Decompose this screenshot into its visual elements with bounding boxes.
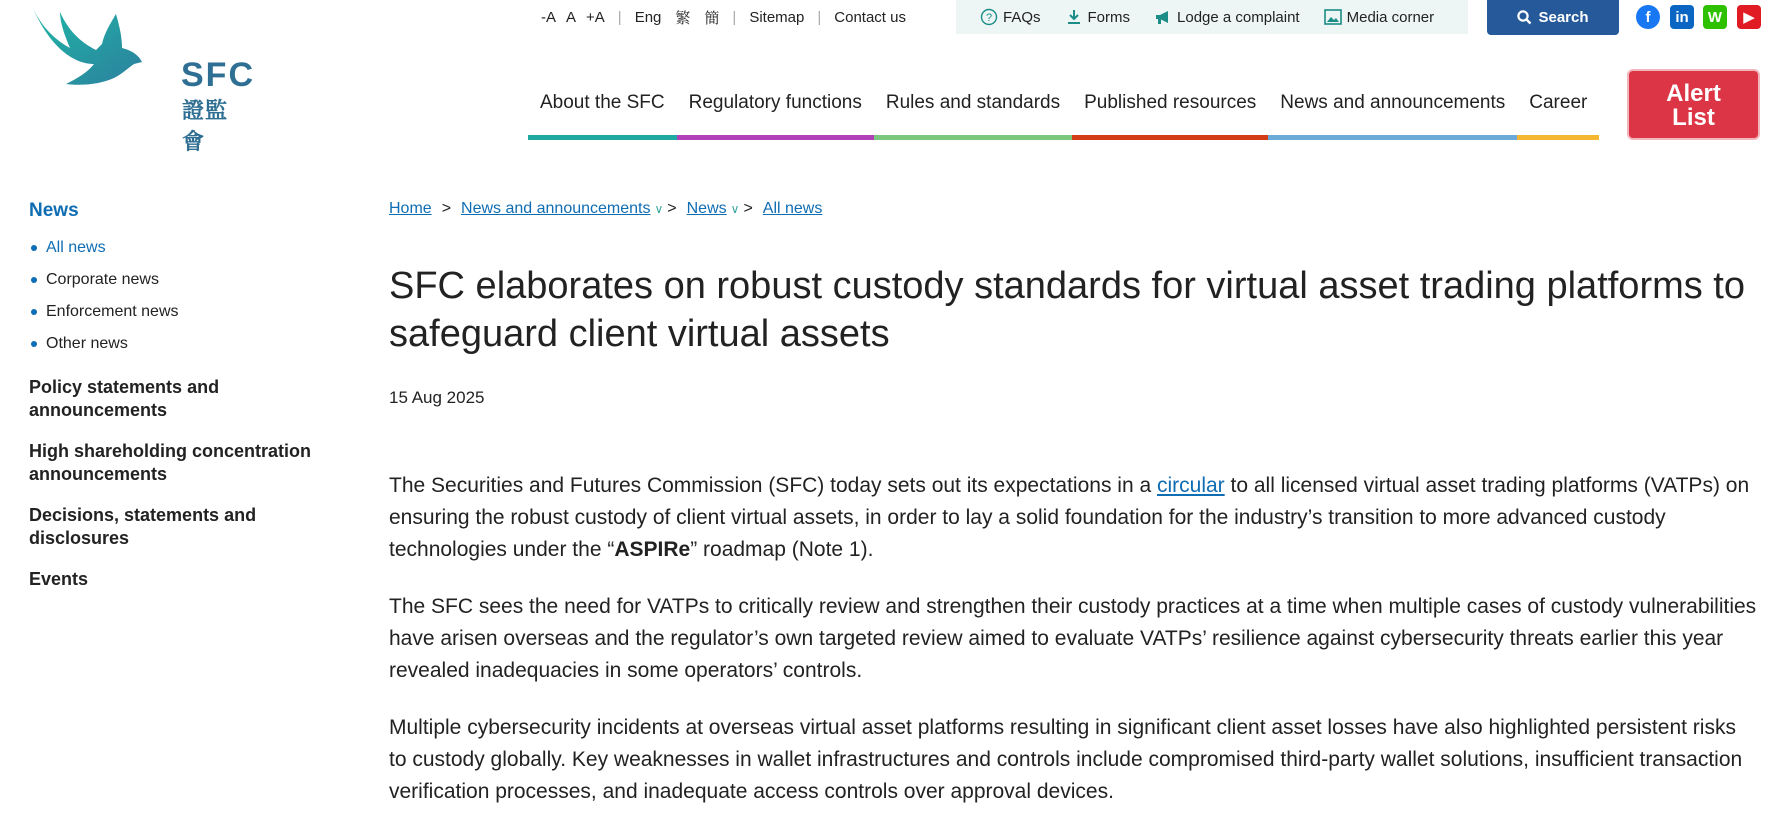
svg-text:?: ? (985, 12, 993, 24)
linkedin-icon[interactable]: in (1670, 5, 1694, 29)
sidebar (29, 200, 329, 609)
nav-label: About the SFC (540, 92, 665, 113)
faqs-link[interactable] (980, 8, 1041, 26)
sidebar-item-policy-statements[interactable]: Policy statements and announcements (29, 377, 220, 420)
divider: | (817, 8, 822, 26)
nav-label: Regulatory functions (688, 92, 862, 113)
lodge-complaint-label: Lodge a complaint (1177, 8, 1300, 26)
nav-label: Published resources (1084, 92, 1257, 113)
sidebar-item-corporate-news[interactable] (29, 264, 329, 296)
sidebar-item-label: All news (46, 239, 106, 256)
quick-links-bar (956, 0, 1468, 34)
nav-about-the-sfc[interactable] (528, 84, 677, 140)
breadcrumb-all-news-link[interactable]: All news (762, 200, 823, 217)
article-title: SFC elaborates on robust custody standards for virtual asset trading platforms to safeguard client virtual assets (389, 265, 1745, 355)
wechat-icon[interactable]: W (1703, 5, 1727, 29)
eagle-logo-icon (30, 4, 170, 94)
article-paragraph-3: Multiple cybersecurity incidents at overseas virtual asset platforms resulting in significant client asset losses have also highlighted persistent risks to custody globally. Key weaknesses in wallet infrastructures and controls include compromised third-party wallet solutions, insufficient transaction verification processes, and inadequate access controls over approval devices. (389, 716, 1743, 803)
sfc-logo[interactable] (30, 4, 255, 155)
search-label: Search (1538, 9, 1589, 26)
breadcrumb (389, 200, 822, 218)
article-paragraph-2: The SFC sees the need for VATPs to critically review and strengthen their custody practices at a time when multiple cases of custody vulnerabilities have arisen overseas and the regulator’s own targeted review aimed to evaluate VATPs’ resilience against cybersecurity threats earlier this year revealed inadequacies in some operators’ controls. (389, 595, 1757, 682)
youtube-icon[interactable]: ▶ (1737, 5, 1761, 29)
nav-published-resources[interactable] (1072, 84, 1268, 140)
nav-color-bar (1072, 135, 1268, 140)
nav-career[interactable] (1517, 84, 1599, 140)
contact-us-link[interactable]: Contact us (834, 8, 906, 26)
breadcrumb-separator: > (441, 200, 452, 217)
lang-simplified-chinese-link[interactable]: 簡 (704, 9, 720, 27)
media-corner-link[interactable] (1324, 8, 1435, 26)
sidebar-item-high-shareholding[interactable]: High shareholding concentration announcements (29, 441, 312, 484)
sidebar-item-label: Corporate news (46, 271, 159, 288)
font-normal-button[interactable]: A (566, 8, 577, 26)
nav-label: Career (1529, 92, 1588, 113)
forms-link[interactable] (1065, 8, 1131, 26)
logo-text-en: SFC (181, 56, 255, 94)
font-decrease-button[interactable]: -A (541, 8, 556, 26)
faqs-label: FAQs (1003, 8, 1041, 26)
breadcrumb-news-link[interactable]: News (686, 200, 727, 217)
nav-news-and-announcements[interactable] (1268, 84, 1517, 140)
main-nav (528, 84, 1599, 140)
search-button[interactable] (1487, 0, 1619, 35)
nav-color-bar (1268, 135, 1517, 140)
question-circle-icon (980, 8, 998, 26)
bullet-icon (31, 277, 37, 283)
search-icon (1517, 10, 1532, 25)
nav-color-bar (874, 135, 1072, 140)
sidebar-sublist (29, 232, 329, 360)
bullet-icon (31, 245, 37, 251)
nav-rules-and-standards[interactable] (874, 84, 1072, 140)
circular-link[interactable]: circular (1157, 474, 1225, 497)
alert-list-button[interactable] (1627, 69, 1760, 140)
bullet-icon (31, 309, 37, 315)
nav-color-bar (1517, 135, 1599, 140)
article-date: 15 Aug 2025 (389, 388, 485, 407)
nav-color-bar (677, 135, 874, 140)
image-icon (1324, 8, 1342, 26)
article-body (389, 470, 1759, 817)
nav-label: Rules and standards (885, 92, 1061, 113)
bullet-icon (31, 341, 37, 347)
font-increase-button[interactable]: +A (586, 8, 605, 26)
facebook-icon[interactable]: f (1636, 5, 1660, 29)
megaphone-icon (1154, 8, 1172, 26)
lodge-complaint-link[interactable] (1154, 8, 1300, 26)
forms-label: Forms (1087, 8, 1131, 26)
alert-label-line1: Alert (1666, 80, 1721, 107)
sidebar-item-label: Other news (46, 335, 128, 352)
sidebar-item-enforcement-news[interactable] (29, 296, 329, 328)
breadcrumb-news-announcements-link[interactable]: News and announcements (461, 200, 651, 217)
nav-regulatory-functions[interactable] (677, 84, 874, 140)
nav-color-bar (528, 135, 677, 140)
sidebar-heading-news[interactable]: News (29, 200, 79, 221)
utility-bar (536, 0, 911, 34)
download-icon (1065, 8, 1083, 26)
lang-english-link[interactable]: Eng (634, 8, 662, 26)
divider: | (617, 8, 622, 26)
media-corner-label: Media corner (1346, 8, 1435, 26)
divider: | (732, 8, 737, 26)
paragraph-text: The Securities and Futures Commission (SFC) today sets out its expectations in a (389, 474, 1157, 497)
breadcrumb-separator: > (743, 200, 753, 217)
sidebar-item-events[interactable]: Events (29, 569, 89, 589)
logo-text-zh: 證監會 (182, 99, 229, 155)
aspire-term: ASPIRe (614, 538, 691, 561)
paragraph-text: ” roadmap (Note 1). (690, 538, 874, 561)
breadcrumb-home-link[interactable]: Home (389, 200, 432, 217)
paragraph-text: to all licensed virtual asset trading platforms (VATPs) on ensuring the robust custody of client virtual assets, in order to lay a solid foundation for the industry’s transition to more advanced custody technologies under the “ (389, 474, 1750, 561)
chevron-down-icon[interactable]: ∨ (654, 202, 664, 216)
sidebar-item-other-news[interactable] (29, 328, 329, 360)
chevron-down-icon[interactable]: ∨ (730, 202, 740, 216)
sidebar-item-label: Enforcement news (46, 303, 179, 320)
alert-label-line2: List (1672, 104, 1715, 131)
article-paragraph-1 (389, 470, 1759, 566)
sitemap-link[interactable]: Sitemap (749, 8, 805, 26)
sidebar-item-all-news[interactable] (29, 232, 329, 264)
lang-traditional-chinese-link[interactable]: 繁 (675, 9, 691, 27)
nav-label: News and announcements (1280, 92, 1506, 113)
sidebar-item-decisions-statements[interactable]: Decisions, statements and disclosures (29, 505, 257, 548)
breadcrumb-separator: > (667, 200, 677, 217)
